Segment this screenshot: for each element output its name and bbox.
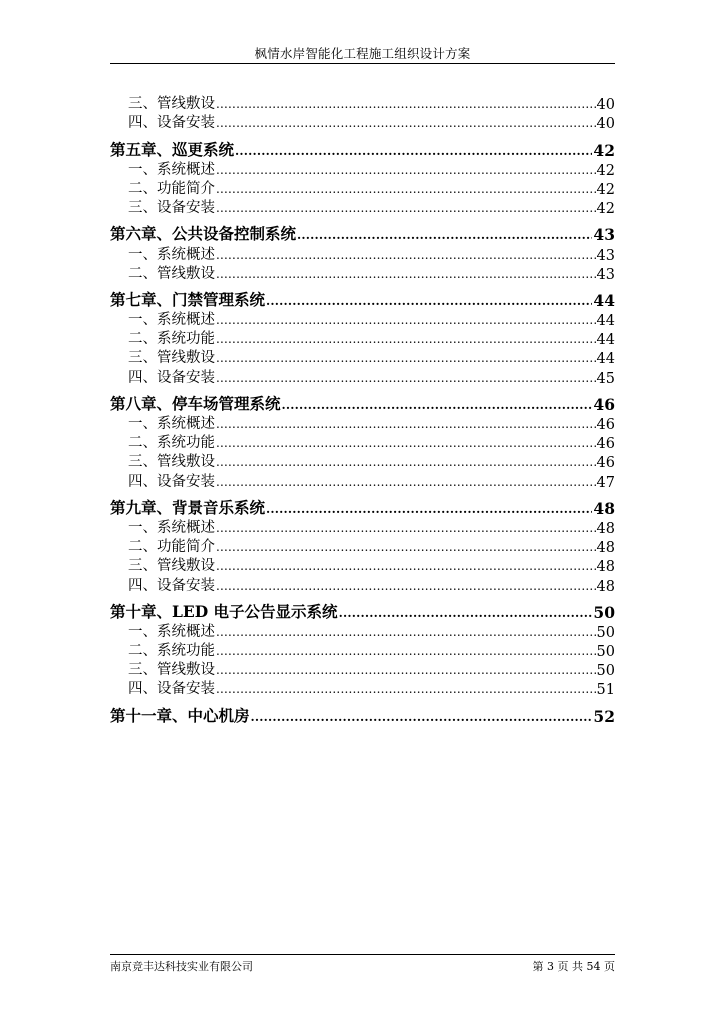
toc-chapter-group [110, 94, 615, 132]
dot-leader [216, 117, 596, 129]
toc-chapter-entry-label: 第六章、公共设备控制系统 [110, 224, 297, 244]
toc-section-entry-label: 一、系统概述 [128, 312, 215, 329]
dot-leader [216, 437, 596, 449]
toc-section-entry-page-number: 46 [596, 455, 615, 472]
toc-section-entry-page-number: 46 [596, 417, 615, 433]
toc-section-entry[interactable] [110, 160, 615, 179]
toc-chapter-entry-label: 第十一章、中心机房 [110, 705, 250, 725]
dot-leader [216, 372, 596, 384]
toc-chapter-entry-page-number: 52 [593, 706, 615, 726]
toc-section-entry[interactable] [110, 414, 615, 433]
toc-chapter-entry-page-number: 48 [593, 498, 615, 518]
toc-section-entry-label: 二、系统功能 [128, 435, 215, 452]
dot-leader [216, 352, 596, 364]
toc-section-entry[interactable] [110, 556, 615, 575]
toc-section-entry[interactable] [110, 310, 615, 329]
toc-section-entry[interactable] [110, 679, 615, 698]
toc-section-entry-label: 三、管线敷设 [128, 96, 215, 113]
dot-leader [216, 626, 596, 638]
toc-section-entry-page-number: 48 [596, 578, 615, 595]
dot-leader [216, 183, 596, 195]
toc-section-entry-label: 一、系统概述 [128, 519, 215, 536]
toc-section-entry-page-number: 43 [596, 266, 615, 283]
toc-section-entry-page-number: 44 [596, 332, 615, 349]
toc-section-entry-label: 一、系统概述 [128, 416, 215, 432]
table-of-contents [110, 94, 615, 726]
toc-section-entry-page-number: 47 [596, 474, 615, 491]
toc-chapter-entry-page-number: 42 [593, 140, 615, 160]
toc-chapter-entry[interactable] [110, 140, 615, 159]
toc-chapter-entry-page-number: 50 [593, 602, 615, 622]
toc-section-entry-page-number: 42 [596, 162, 615, 179]
toc-section-entry-page-number: 45 [596, 370, 615, 387]
dot-leader [216, 164, 596, 176]
footer-company: 南京竞丰达科技实业有限公司 [110, 960, 253, 973]
toc-section-entry-label: 二、功能简介 [128, 180, 215, 197]
toc-chapter-group [110, 603, 615, 699]
toc-chapter-entry[interactable] [110, 603, 615, 622]
toc-chapter-group [110, 395, 615, 491]
toc-section-entry[interactable] [110, 660, 615, 679]
toc-section-entry-page-number: 50 [596, 644, 615, 661]
toc-chapter-entry-label: 第七章、门禁管理系统 [110, 289, 266, 309]
dot-leader [216, 249, 596, 261]
dot-leader [216, 645, 596, 657]
toc-section-entry-label: 二、功能简介 [128, 539, 215, 556]
toc-section-entry-label: 一、系统概述 [128, 161, 215, 178]
toc-section-entry-label: 一、系统概述 [128, 623, 215, 640]
toc-section-entry-page-number: 44 [596, 351, 615, 368]
toc-section-entry-page-number: 48 [596, 520, 615, 537]
toc-section-entry-label: 二、系统功能 [128, 331, 215, 348]
toc-chapter-group [110, 291, 615, 387]
toc-chapter-entry-page-number: 46 [593, 394, 615, 414]
dot-leader [251, 711, 593, 723]
toc-section-entry[interactable] [110, 518, 615, 537]
toc-section-entry[interactable] [110, 622, 615, 641]
toc-section-entry-label: 四、设备安装 [128, 369, 215, 386]
toc-section-entry[interactable] [110, 641, 615, 660]
toc-chapter-group [110, 706, 615, 725]
dot-leader [297, 229, 592, 241]
toc-section-entry-label: 四、设备安装 [128, 473, 215, 490]
dot-leader [216, 268, 596, 280]
toc-section-entry-label: 三、管线敷设 [128, 662, 215, 679]
toc-chapter-entry-page-number: 43 [593, 225, 615, 245]
toc-section-entry[interactable] [110, 452, 615, 471]
toc-chapter-entry-label: 第八章、停车场管理系统 [110, 393, 281, 413]
toc-section-entry-page-number: 42 [596, 201, 615, 218]
toc-section-entry-label: 三、管线敷设 [128, 350, 215, 367]
toc-chapter-entry[interactable] [110, 706, 615, 725]
toc-chapter-group [110, 140, 615, 217]
toc-chapter-entry[interactable] [110, 291, 615, 310]
page-header-title: 枫情水岸智能化工程施工组织设计方案 [254, 46, 471, 61]
toc-section-entry-label: 一、系统概述 [128, 246, 215, 263]
toc-chapter-entry[interactable] [110, 225, 615, 244]
toc-section-entry[interactable] [110, 575, 615, 594]
toc-section-entry[interactable] [110, 367, 615, 386]
toc-section-entry[interactable] [110, 471, 615, 490]
toc-section-entry[interactable] [110, 348, 615, 367]
header-divider [110, 63, 615, 64]
toc-section-entry-page-number: 40 [596, 97, 615, 114]
toc-section-entry-page-number: 46 [596, 436, 615, 453]
toc-section-entry[interactable] [110, 433, 615, 452]
dot-leader [266, 295, 592, 307]
dot-leader [216, 664, 596, 676]
toc-section-entry-label: 四、设备安装 [128, 681, 215, 698]
toc-section-entry-page-number: 44 [596, 313, 615, 330]
toc-section-entry-page-number: 51 [596, 682, 615, 699]
toc-section-entry[interactable] [110, 244, 615, 263]
dot-leader [216, 333, 596, 345]
dot-leader [282, 399, 593, 411]
toc-section-entry-label: 三、设备安装 [128, 200, 215, 217]
dot-leader [339, 607, 593, 619]
dot-leader [216, 202, 596, 214]
dot-leader [216, 456, 596, 468]
dot-leader [266, 503, 592, 515]
toc-section-entry-label: 二、系统功能 [128, 643, 215, 660]
toc-section-entry-page-number: 48 [596, 559, 615, 576]
toc-section-entry-page-number: 48 [596, 540, 615, 557]
toc-section-entry-page-number: 43 [596, 247, 615, 264]
toc-section-entry-page-number: 42 [596, 181, 615, 198]
toc-chapter-entry-label: 第九章、背景音乐系统 [110, 497, 266, 517]
toc-section-entry-label: 三、管线敷设 [128, 558, 215, 575]
dot-leader [216, 314, 596, 326]
toc-section-entry[interactable] [110, 537, 615, 556]
dot-leader [216, 98, 596, 110]
dot-leader [216, 522, 596, 534]
toc-section-entry-page-number: 50 [596, 624, 615, 641]
toc-section-entry[interactable] [110, 198, 615, 217]
dot-leader [216, 418, 596, 430]
footer-divider [110, 954, 615, 955]
toc-chapter-group [110, 499, 615, 595]
dot-leader [216, 476, 596, 488]
toc-section-entry[interactable] [110, 264, 615, 283]
toc-chapter-entry-page-number: 44 [593, 290, 615, 310]
footer-page-info: 第 3 页 共 54 页 [532, 960, 615, 973]
toc-chapter-entry[interactable] [110, 395, 615, 414]
dot-leader [216, 560, 596, 572]
toc-section-entry-label: 四、设备安装 [128, 577, 215, 594]
toc-chapter-entry[interactable] [110, 499, 615, 518]
dot-leader [216, 541, 596, 553]
toc-section-entry-label: 四、设备安装 [128, 115, 215, 132]
toc-section-entry[interactable] [110, 94, 615, 113]
toc-section-entry-page-number: 40 [596, 116, 615, 133]
toc-section-entry[interactable] [110, 329, 615, 348]
toc-section-entry-label: 二、管线敷设 [128, 265, 215, 282]
toc-section-entry-page-number: 50 [596, 663, 615, 680]
toc-chapter-entry-label: 第五章、巡更系统 [110, 139, 235, 159]
dot-leader [235, 145, 592, 157]
toc-section-entry[interactable] [110, 179, 615, 198]
toc-section-entry[interactable] [110, 113, 615, 132]
toc-section-entry-label: 三、管线敷设 [128, 454, 215, 471]
toc-chapter-entry-label: 第十章、LED 电子公告显示系统 [110, 601, 338, 621]
dot-leader [216, 683, 596, 695]
toc-chapter-group [110, 225, 615, 283]
dot-leader [216, 580, 596, 592]
